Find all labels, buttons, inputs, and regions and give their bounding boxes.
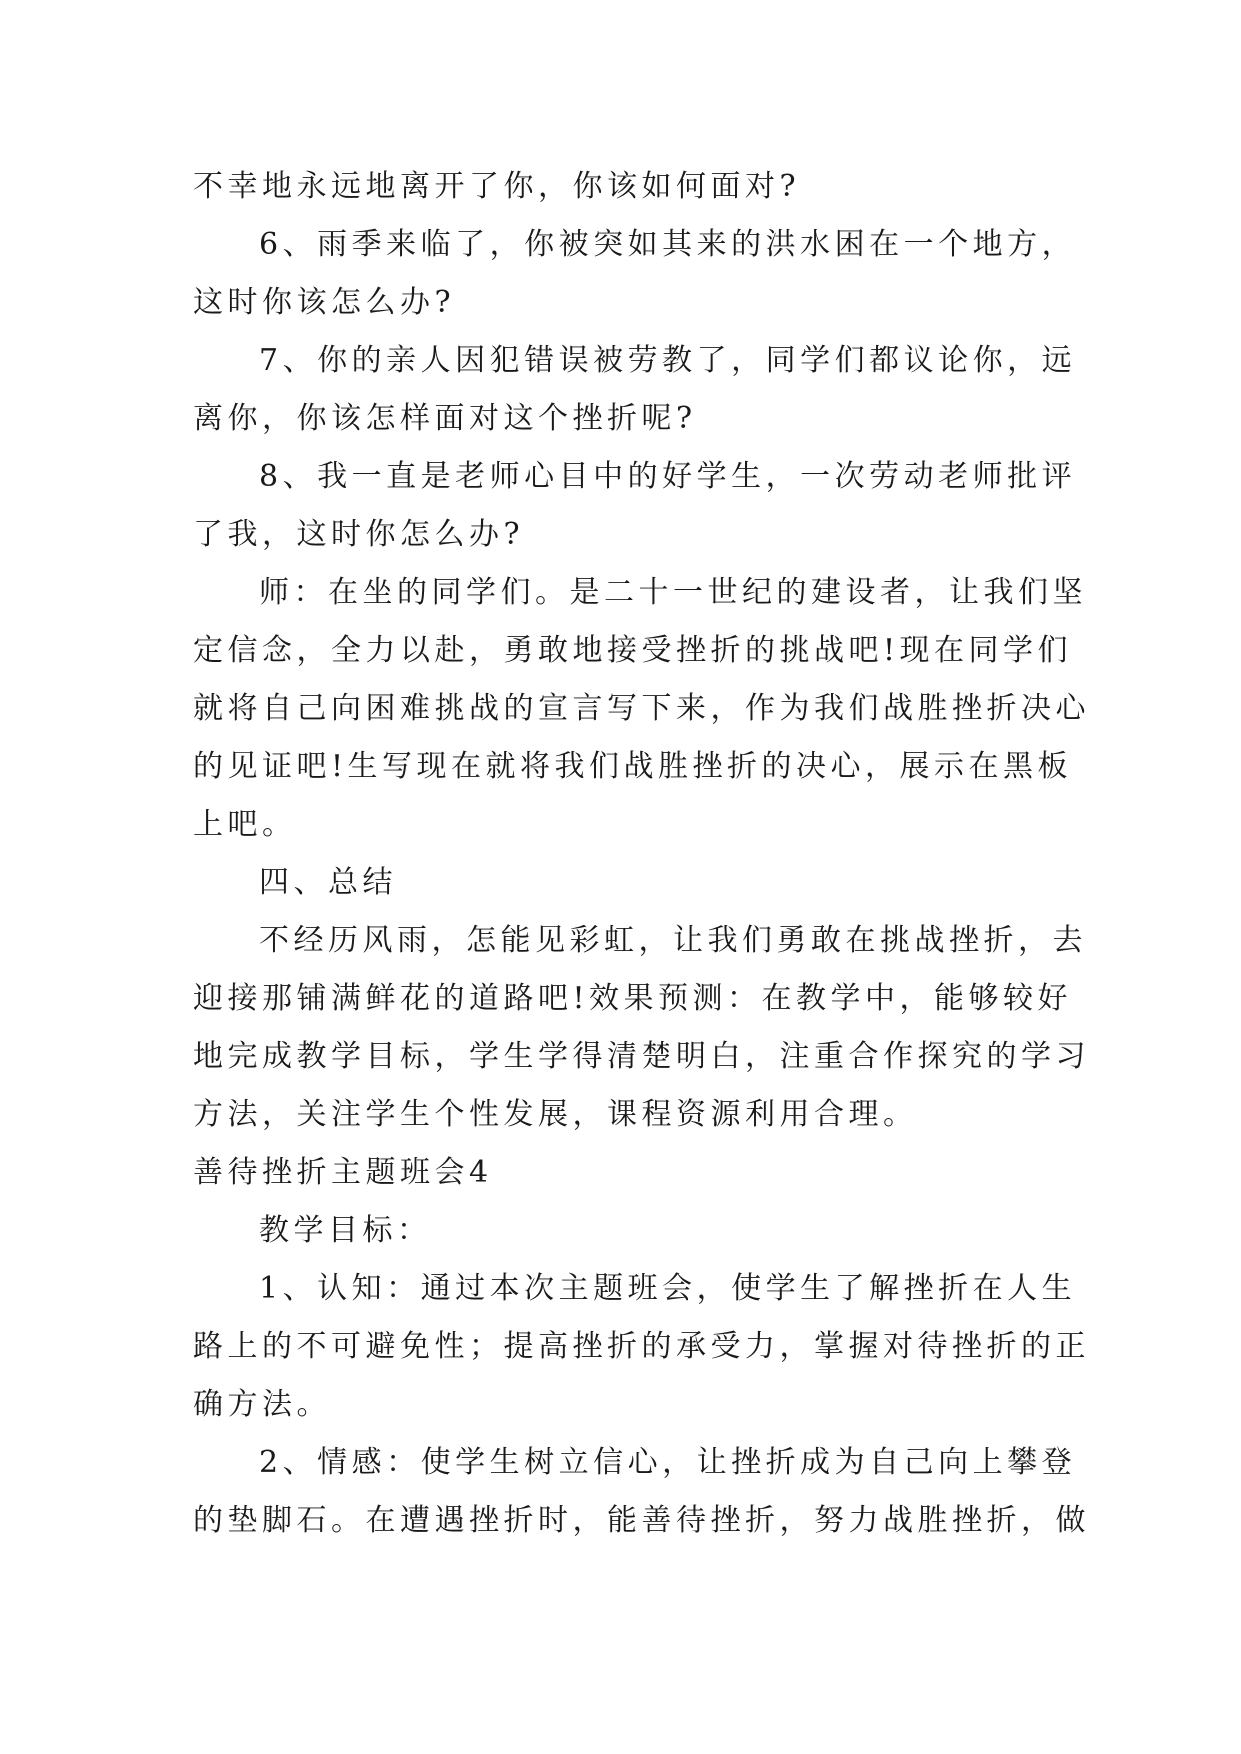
paragraph-objective-2 [193,1434,1090,1550]
text-line: 教学目标： [259,1213,432,1248]
text-line: 方法，关注学生个性发展，课程资源利用合理。 [193,1097,918,1132]
text-line: 2、情感：使学生树立信心，让挫折成为自己向上攀登 [259,1445,1077,1480]
text-line: 路上的不可避免性；提高挫折的承受力，掌握对待挫折的正 [193,1329,1090,1364]
text-line: 不经历风雨，怎能见彩虹，让我们勇敢在挑战挫折，去 [259,923,1087,958]
paragraph-teacher-speech [193,564,1090,854]
text-line: 地完成教学目标，学生学得清楚明白，注重合作探究的学习 [193,1039,1090,1074]
text-line: 定信念，全力以赴，勇敢地接受挫折的挑战吧!现在同学们 [193,633,1073,668]
text-line: 这时你该怎么办? [193,285,456,320]
paragraph-question-8 [193,448,1077,564]
paragraph-continuation [193,158,1051,216]
text-line: 四、总结 [259,865,397,900]
text-line: 上吧。 [193,807,297,842]
text-line: 迎接那铺满鲜花的道路吧!效果预测：在教学中，能够较好 [193,981,1073,1016]
text-line: 师：在坐的同学们。是二十一世纪的建设者，让我们坚 [259,575,1087,610]
text-line: 不幸地永远地离开了你，你该如何面对? [193,169,801,204]
paragraph-question-6 [193,216,1077,332]
paragraph-summary [193,912,1090,1144]
text-line: 1、认知：通过本次主题班会，使学生了解挫折在人生 [259,1271,1077,1306]
document-title [193,1144,1051,1202]
text-line: 7、你的亲人因犯错误被劳教了，同学们都议论你，远 [259,343,1077,378]
paragraph-objective-1 [193,1260,1090,1434]
section-heading-summary [193,854,1051,912]
text-line: 的垫脚石。在遭遇挫折时，能善待挫折，努力战胜挫折，做 [193,1503,1090,1538]
section-heading-objectives [193,1202,1051,1260]
text-line: 确方法。 [193,1387,331,1422]
text-line: 的见证吧!生写现在就将我们战胜挫折的决心，展示在黑板 [193,749,1073,784]
text-line: 6、雨季来临了，你被突如其来的洪水困在一个地方， [259,227,1077,262]
title-text: 善待挫折主题班会4 [193,1155,493,1190]
paragraph-question-7 [193,332,1077,448]
text-line: 8、我一直是老师心目中的好学生，一次劳动老师批评 [259,459,1077,494]
document-body [193,158,1090,1550]
text-line: 离你，你该怎样面对这个挫折呢? [193,401,697,436]
text-line: 就将自己向困难挑战的宣言写下来，作为我们战胜挫折决心 [193,691,1090,726]
text-line: 了我，这时你怎么办? [193,517,525,552]
